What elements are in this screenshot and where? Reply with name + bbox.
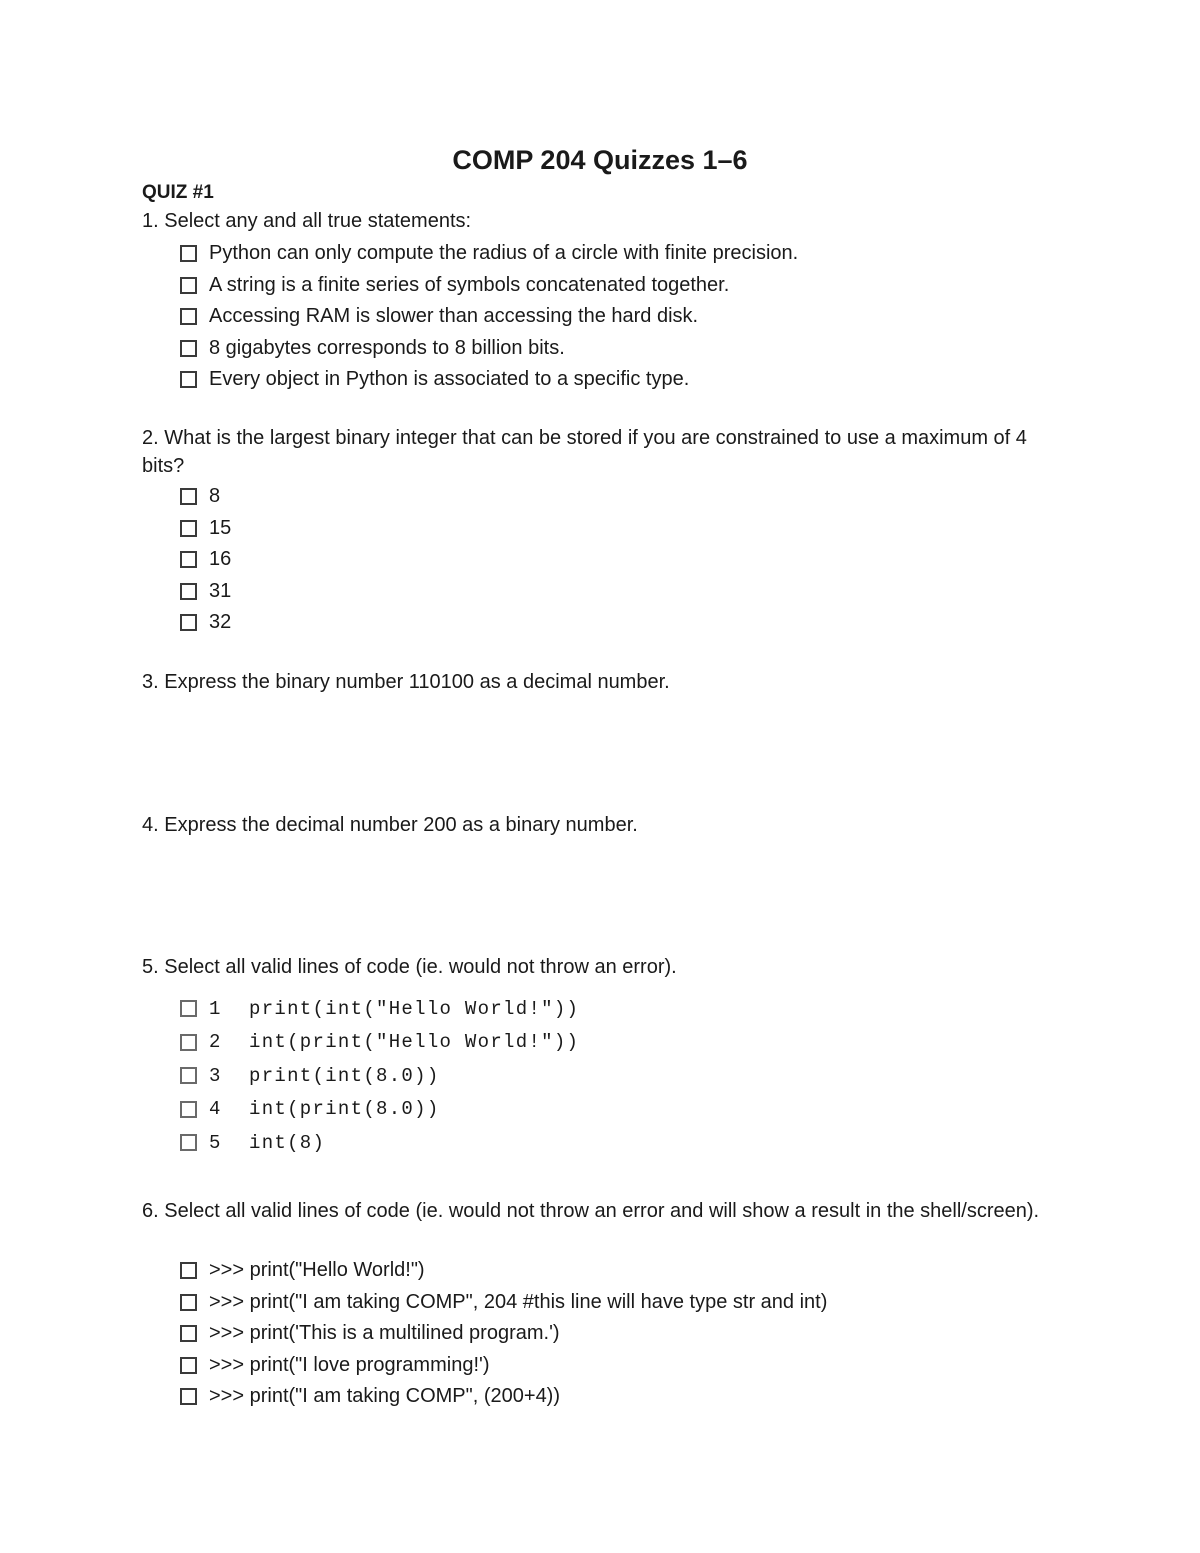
checkbox[interactable] [180,245,197,262]
list-item[interactable] [178,270,798,302]
option-label: >>> print("I love programming!') [209,1353,490,1376]
checkbox[interactable] [180,1067,197,1084]
code-line: print(int(8.0)) [249,1064,440,1087]
checkbox[interactable] [180,583,197,600]
option-label: 15 [209,516,232,539]
question-3-text: 3. Express the binary number 110100 as a decimal number. [142,671,670,693]
line-number: 1 [209,997,222,1020]
checkbox[interactable] [180,1000,197,1017]
list-item[interactable] [178,513,231,545]
line-number: 4 [209,1098,222,1121]
checkbox[interactable] [180,614,197,631]
option-label: >>> print('This is a multilined program.') [209,1322,560,1345]
line-number: 2 [209,1031,222,1054]
list-item[interactable] [178,607,231,639]
question-2-options [178,481,231,639]
checkbox[interactable] [180,1294,197,1311]
list-item[interactable] [178,576,231,608]
list-item[interactable] [178,1287,827,1319]
question-2-text: 2. What is the largest binary integer that can be stored if you are constrained to use a maximum of 4 bits? [142,427,1027,477]
line-number: 3 [209,1064,222,1087]
question-6-text: 6. Select all valid lines of code (ie. would not throw an error and will show a result in the shell/screen). [142,1200,1040,1222]
checkbox[interactable] [180,277,197,294]
list-item[interactable] [178,301,798,333]
checkbox[interactable] [180,1325,197,1342]
question-5-text: 5. Select all valid lines of code (ie. would not throw an error). [142,956,677,978]
option-label: A string is a finite series of symbols concatenated together. [209,273,730,296]
checkbox[interactable] [180,1134,197,1151]
option-label: >>> print("I am taking COMP", (200+4)) [209,1385,561,1408]
question-6-options [178,1255,827,1413]
code-line: print(int("Hello World!")) [249,997,580,1020]
checkbox[interactable] [180,1357,197,1374]
list-item[interactable] [178,333,798,365]
list-item[interactable] [178,1381,827,1413]
checkbox[interactable] [180,1034,197,1051]
option-label: 16 [209,548,232,571]
checkbox[interactable] [180,488,197,505]
list-item[interactable] [178,1126,579,1160]
option-label: Python can only compute the radius of a circle with finite precision. [209,242,799,265]
checkbox[interactable] [180,520,197,537]
question-1-text: 1. Select any and all true statements: [142,210,472,232]
option-label: Accessing RAM is slower than accessing the hard disk. [209,305,699,328]
option-label: >>> print("I am taking COMP", 204 #this line will have type str and int) [209,1290,828,1313]
page-title: COMP 204 Quizzes 1–6 [452,145,748,175]
list-item[interactable] [178,364,798,396]
question-5-options [178,992,579,1160]
quiz-heading: QUIZ #1 [142,182,214,203]
list-item[interactable] [178,1093,579,1127]
code-line: int(8) [249,1131,326,1154]
option-label: 32 [209,611,232,634]
line-number: 5 [209,1131,222,1154]
checkbox[interactable] [180,340,197,357]
checkbox[interactable] [180,308,197,325]
option-label: 8 [209,485,221,508]
checkbox[interactable] [180,1101,197,1118]
question-1-options [178,238,798,396]
code-line: int(print("Hello World!")) [249,1031,580,1054]
list-item[interactable] [178,1255,827,1287]
checkbox[interactable] [180,1388,197,1405]
question-4-text: 4. Express the decimal number 200 as a binary number. [142,814,638,836]
checkbox[interactable] [180,1262,197,1279]
list-item[interactable] [178,1350,827,1382]
list-item[interactable] [178,1059,579,1093]
option-label: 31 [209,579,232,602]
list-item[interactable] [178,481,231,513]
option-label: >>> print("Hello World!") [209,1259,425,1282]
checkbox[interactable] [180,371,197,388]
list-item[interactable] [178,238,798,270]
list-item[interactable] [178,992,579,1026]
option-label: Every object in Python is associated to a specific type. [209,368,690,391]
checkbox[interactable] [180,551,197,568]
list-item[interactable] [178,544,231,576]
list-item[interactable] [178,1318,827,1350]
list-item[interactable] [178,1026,579,1060]
code-line: int(print(8.0)) [249,1098,440,1121]
option-label: 8 gigabytes corresponds to 8 billion bits. [209,336,565,359]
